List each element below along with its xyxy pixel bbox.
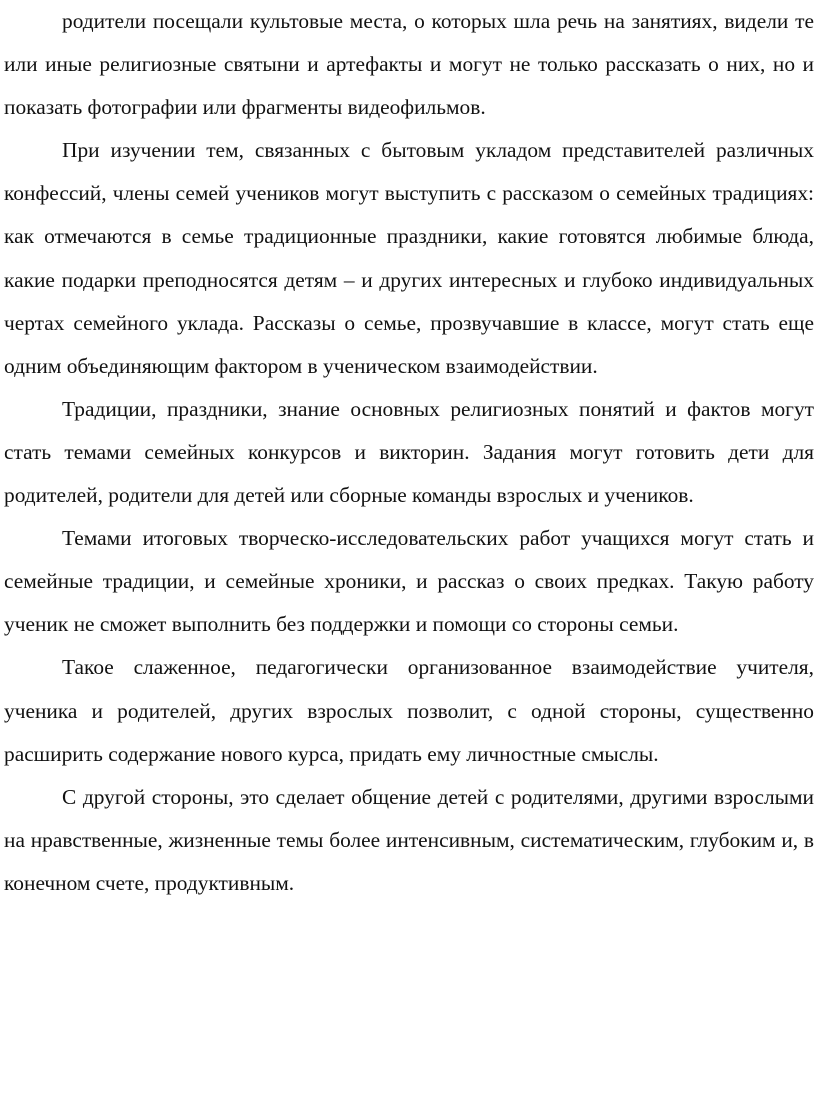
paragraph-6: С другой стороны, это сделает общение детей с родителями, другими взрослыми на нравственные, жизненные темы более интенсивным, систематическим, глубоким и, в конечном счете, продуктивным. — [4, 784, 814, 895]
paragraph-5: Такое слаженное, педагогически организованное взаимодействие учителя, ученика и родителей, других взрослых позволит, с одной стороны, существенно расширить содержание нового курса, придать ему личностные смыслы. — [4, 655, 814, 766]
paragraph-3: Традиции, праздники, знание основных религиозных понятий и фактов могут стать темами семейных конкурсов и викторин. Задания могут готовить дети для родителей, родители для детей или сборные команды взрослых и учеников. — [4, 396, 814, 508]
paragraph-2: При изучении тем, связанных с бытовым укладом представителей различных конфессий, члены семей учеников могут выступить с рассказом о семейных традициях: как отмечаются в семье традиционные праздники, какие готовятся любимые блюда, какие подарки преподносятся детям – и других интересных и глубоко индивидуальных чертах семейного уклада. Рассказы о семье, прозвучавшие в классе, могут стать еще одним объединяющим фактором в ученическом взаимодействии. — [4, 138, 814, 378]
paragraph-1: родители посещали культовые места, о которых шла речь на занятиях, видели те или иные религиозные святыни и артефакты и могут не только рассказать о них, но и показать фотографии или фрагменты видеофильмов. — [4, 9, 814, 120]
document-body — [4, 0, 814, 905]
paragraph-4: Темами итоговых творческо-исследовательских работ учащихся могут стать и семейные традиции, и семейные хроники, и рассказ о своих предках. Такую работу ученик не сможет выполнить без поддержки и помощи со стороны семьи. — [4, 526, 814, 637]
